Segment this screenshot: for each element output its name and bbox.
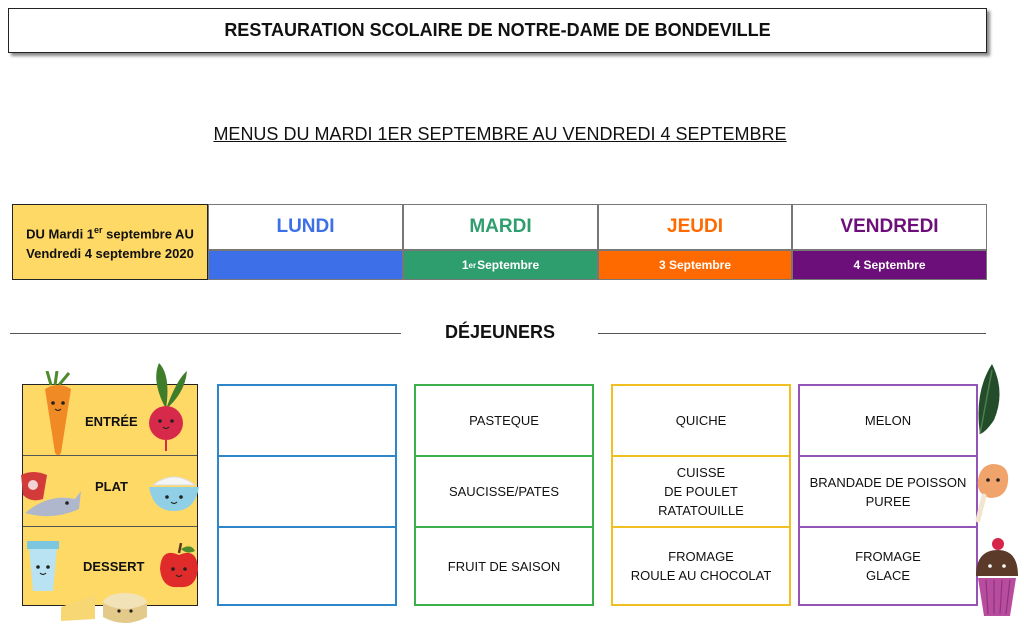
day-date-mardi: 1 er Septembre bbox=[403, 250, 598, 280]
day-header-lundi: LUNDI bbox=[208, 204, 403, 250]
page-title: RESTAURATION SCOLAIRE DE NOTRE-DAME DE BONDEVILLE bbox=[224, 20, 771, 40]
radish-icon bbox=[141, 361, 191, 451]
page-title-box bbox=[8, 8, 987, 53]
day-header-jeudi: JEUDI bbox=[598, 204, 792, 250]
row-label-dessert: DESSERT bbox=[83, 559, 145, 574]
menu-cell-plat: CUISSE DE POULET RATATOUILLE bbox=[613, 457, 789, 528]
leaf-icon bbox=[972, 362, 1006, 436]
rice-bowl-icon bbox=[147, 471, 201, 513]
menu-column-jeudi bbox=[611, 384, 791, 606]
section-rule-right bbox=[598, 333, 986, 334]
cheese-icon bbox=[59, 585, 149, 629]
day-date-jeudi: 3 Septembre bbox=[598, 250, 792, 280]
menu-cell-entree bbox=[219, 386, 395, 457]
menu-cell-dessert: FROMAGE ROULE AU CHOCOLAT bbox=[630, 549, 772, 583]
menu-cell-plat: SAUCISSE/PATES bbox=[416, 457, 592, 528]
menu-cell-entree: PASTEQUE bbox=[416, 386, 592, 457]
menu-column-mardi bbox=[414, 384, 594, 606]
yogurt-icon bbox=[23, 537, 63, 593]
menu-cell-entree: MELON bbox=[800, 386, 976, 457]
chicken-leg-icon bbox=[974, 460, 1014, 524]
section-title: DÉJEUNERS bbox=[444, 322, 556, 342]
day-date-lundi bbox=[208, 250, 403, 280]
menu-column-lundi bbox=[217, 384, 397, 606]
menu-cell-plat: BRANDADE DE POISSON PUREE bbox=[800, 457, 976, 528]
row-divider bbox=[23, 455, 197, 456]
cupcake-icon bbox=[972, 536, 1020, 618]
row-label-plat: PLAT bbox=[95, 479, 128, 494]
period-line-2: Vendredi 4 septembre 2020 bbox=[26, 246, 194, 262]
menu-cell-dessert: FROMAGE GLACE bbox=[855, 549, 921, 583]
carrot-icon bbox=[41, 371, 75, 455]
menu-cell-plat bbox=[219, 457, 395, 528]
menu-cell-dessert: FRUIT DE SAISON bbox=[447, 558, 561, 574]
menu-column-vendredi bbox=[798, 384, 978, 606]
day-header-vendredi: VENDREDI bbox=[792, 204, 987, 250]
period-line-1: DU Mardi 1er septembre AU bbox=[26, 224, 194, 242]
row-labels bbox=[22, 384, 198, 606]
section-rule-left bbox=[10, 333, 401, 334]
menu-subtitle: MENUS DU MARDI 1ER SEPTEMBRE AU VENDREDI 4 SEPTEMBRE bbox=[213, 124, 787, 144]
day-date-vendredi: 4 Septembre bbox=[792, 250, 987, 280]
period-box bbox=[12, 204, 208, 280]
apple-icon bbox=[157, 543, 201, 591]
menu-cell-entree: QUICHE bbox=[613, 386, 789, 457]
menu-cell-dessert bbox=[219, 528, 395, 604]
meat-fish-icon bbox=[19, 469, 83, 527]
day-header-mardi: MARDI bbox=[403, 204, 598, 250]
row-label-entree: ENTRÉE bbox=[85, 414, 138, 429]
